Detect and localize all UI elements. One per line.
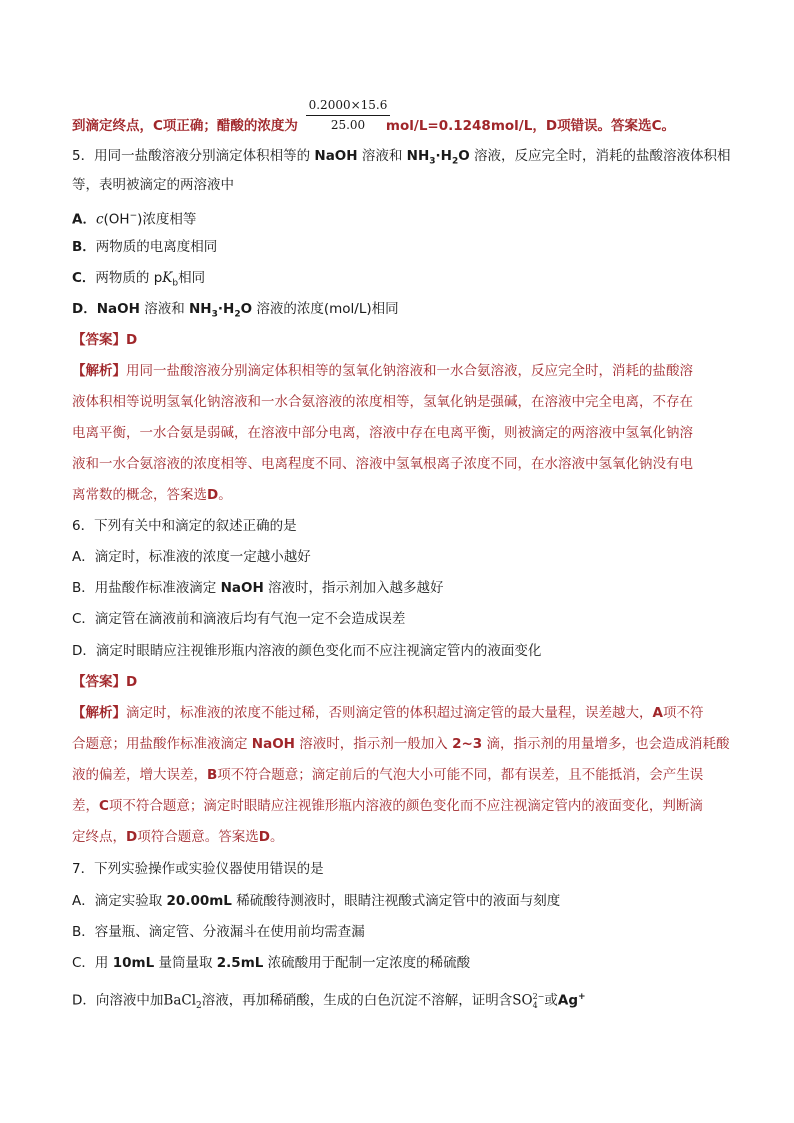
text-segment: NaOH <box>251 736 295 752</box>
text-segment: C <box>99 798 109 814</box>
text-segment: 液的偏差，增大误差， <box>72 767 207 783</box>
text-segment: D <box>545 118 558 134</box>
text-segment: 2~3 <box>452 736 483 752</box>
text-segment: 两物质的 p <box>95 270 163 286</box>
text-segment: 项符合题意。答案选 <box>137 829 259 845</box>
q6-analysis-line4 <box>72 796 732 816</box>
text-segment: 滴，指示剂的用量增多，也会造成消耗酸 <box>482 736 730 752</box>
option-letter: C． <box>72 270 96 286</box>
text-segment: 项不符合题意；滴定前后的气泡大小可能不同，都有误差，且不能抵消，会产生误 <box>217 767 704 783</box>
text-segment: 溶液时，指示剂一般加入 <box>294 736 453 752</box>
text-segment: D <box>258 829 270 845</box>
text-segment: C <box>153 118 163 134</box>
text-segment: B．用盐酸作标准液滴定 <box>72 580 221 596</box>
q5-analysis-line5 <box>72 485 732 505</box>
q6-option-d: D．滴定时眼睛应注视锥形瓶内溶液的颜色变化而不应注视滴定管内的液面变化 <box>72 643 542 659</box>
prev-analysis-line <box>72 116 732 136</box>
subscript: 2 <box>234 309 241 320</box>
option-letter: D． <box>72 301 97 317</box>
text-segment: 定终点， <box>72 829 126 845</box>
text-segment: 相同 <box>178 270 206 286</box>
text-segment: 项正确；醋酸的浓度为 <box>162 118 298 134</box>
text-segment: c <box>95 211 104 228</box>
q5-option-d <box>72 299 732 325</box>
text-segment: A <box>652 705 663 721</box>
answer-value: D <box>126 332 138 348</box>
text-segment: 合题意；用盐酸作标准液滴定 <box>72 736 252 752</box>
subscript: 3 <box>429 156 436 167</box>
q7-stem: 7．下列实验操作或实验仪器使用错误的是 <box>72 861 324 877</box>
fraction-denominator: 25.00 <box>330 118 366 132</box>
text-segment: 差， <box>72 798 99 814</box>
q5-option-c <box>72 268 732 294</box>
text-segment: D <box>126 829 138 845</box>
q6-answer <box>72 672 732 692</box>
text-segment: )浓度相等 <box>137 211 197 228</box>
text-segment: 溶液的浓度(mol/L)相同 <box>252 301 399 317</box>
q6-analysis-line5 <box>72 827 732 847</box>
text-segment: Ag <box>557 992 579 1009</box>
text-segment: 稀硫酸待测液时，眼睛注视酸式滴定管中的液面与刻度 <box>231 893 561 909</box>
text-segment: 溶液和 <box>139 301 189 317</box>
answer-tag: 【答案】 <box>72 674 126 690</box>
q5-analysis-line4: 液和一水合氨溶液的浓度相等、电离程度不同、溶液中氢氧根离子浓度不同，在水溶液中氢氧化钠没有电 <box>72 456 693 472</box>
text-segment: A．滴定实验取 <box>72 893 167 909</box>
text-segment: (OH <box>103 211 130 228</box>
q6-option-b <box>72 578 732 598</box>
text-segment: 。 <box>269 829 284 845</box>
text-segment: 2.5mL <box>216 955 264 971</box>
text-segment: NaOH <box>96 301 140 317</box>
text-segment: 浓硫酸用于配制一定浓度的稀硫酸 <box>263 955 471 971</box>
text-segment: ·H <box>217 301 235 317</box>
q7-option-c <box>72 953 732 973</box>
q6-analysis-line3 <box>72 765 732 785</box>
text-segment: 溶液和 <box>357 148 407 164</box>
analysis-tag: 【解析】 <box>72 363 126 379</box>
text-segment: 项不符 <box>662 705 704 721</box>
q5-analysis-line2: 液体积相等说明氢氧化钠溶液和一水合氨溶液的浓度相等，氢氧化钠是强碱，在溶液中完全电离，不存在 <box>72 394 693 410</box>
text-segment: 滴定时，标准液的浓度不能过稀，否则滴定管的体积超过滴定管的最大量程，误差越大， <box>126 705 653 721</box>
text-segment: NaOH <box>220 580 264 596</box>
q5-answer <box>72 330 732 350</box>
q6-option-c: C．滴定管在滴液前和滴液后均有气泡一定不会造成误差 <box>72 611 406 627</box>
text-segment: 两物质的电离度相同 <box>95 239 218 255</box>
text-segment: 或 <box>544 992 558 1009</box>
text-segment: D <box>207 487 219 503</box>
superscript: 2− <box>532 991 545 1001</box>
text-segment: B <box>207 767 218 783</box>
option-letter: A． <box>72 211 96 228</box>
q7-option-d <box>72 987 732 1016</box>
q6-analysis-line2 <box>72 734 732 754</box>
fraction-numerator: 0.2000×15.6 <box>306 97 390 116</box>
subscript: b <box>172 278 179 289</box>
text-segment: 溶液，反应完全时，消耗的盐酸溶液体积相 <box>469 148 731 164</box>
q5-option-b <box>72 237 732 257</box>
ion-charge-stack <box>533 992 545 1010</box>
text-segment: O <box>240 301 253 317</box>
text-segment: 10mL <box>112 955 155 971</box>
text-segment: 项错误。答案选 <box>557 118 652 134</box>
subscript: 2 <box>196 1001 202 1012</box>
analysis-tag: 【解析】 <box>72 705 126 721</box>
text-segment: 。 <box>661 118 675 134</box>
text-segment: mol/L=0.1248mol/L <box>385 118 533 134</box>
text-segment: K <box>162 270 173 286</box>
q5-analysis-line3: 电离平衡，一水合氨是弱碱，在溶液中部分电离，溶液中存在电离平衡，则被滴定的两溶液中氢氧化钠溶 <box>72 425 693 441</box>
text-segment: NaOH <box>314 148 358 164</box>
q6-stem: 6．下列有关中和滴定的叙述正确的是 <box>72 518 297 534</box>
q6-analysis-line1 <box>72 703 732 723</box>
q5-stem-line2: 等，表明被滴定的两溶液中 <box>72 177 234 193</box>
formula: SO <box>512 992 533 1009</box>
text-segment: D．向溶液中加 <box>72 992 164 1009</box>
text-segment: NH <box>189 301 212 317</box>
text-segment: C <box>651 118 662 134</box>
text-segment: 溶液时，指示剂加入越多越好 <box>263 580 444 596</box>
option-letter: B． <box>72 239 96 255</box>
subscript: 3 <box>211 309 218 320</box>
text-segment: 。 <box>218 487 232 503</box>
superscript: − <box>129 211 138 221</box>
superscript: + <box>578 992 586 1002</box>
q7-option-b: B．容量瓶、滴定管、分液漏斗在使用前均需查漏 <box>72 924 365 940</box>
q5-option-a <box>72 206 732 230</box>
q5-stem-line1 <box>72 146 732 172</box>
subscript: 4 <box>532 1000 538 1010</box>
q5-analysis-line1 <box>72 361 732 381</box>
answer-tag: 【答案】 <box>72 332 126 348</box>
text-segment: 用同一盐酸溶液分别滴定体积相等的氢氧化钠溶液和一水合氨溶液，反应完全时，消耗的盐酸溶 <box>126 363 693 379</box>
text-segment: 量筒量取 <box>154 955 217 971</box>
answer-value: D <box>126 674 138 690</box>
text-segment: 溶液，再加稀硝酸，生成的白色沉淀不溶解，证明含 <box>201 992 513 1009</box>
text-segment: 20.00mL <box>166 893 232 909</box>
text-segment: 5．用同一盐酸溶液分别滴定体积相等的 <box>72 148 315 164</box>
text-segment: C．用 <box>72 955 113 971</box>
q7-option-a <box>72 891 732 911</box>
text-segment: O <box>458 148 470 164</box>
text-segment: ， <box>532 118 546 134</box>
text-segment: ·H <box>435 148 452 164</box>
text-segment: NH <box>406 148 430 164</box>
text-segment: 项不符合题意；滴定时眼睛应注视锥形瓶内溶液的颜色变化而不应注视滴定管内的液面变化，判断滴 <box>108 798 703 814</box>
text-segment: 离常数的概念，答案选 <box>72 487 207 503</box>
q6-option-a: A．滴定时，标准液的浓度一定越小越好 <box>72 549 311 565</box>
subscript: 2 <box>451 156 459 167</box>
formula: BaCl <box>163 992 197 1009</box>
text-segment: 到滴定终点， <box>72 118 153 134</box>
